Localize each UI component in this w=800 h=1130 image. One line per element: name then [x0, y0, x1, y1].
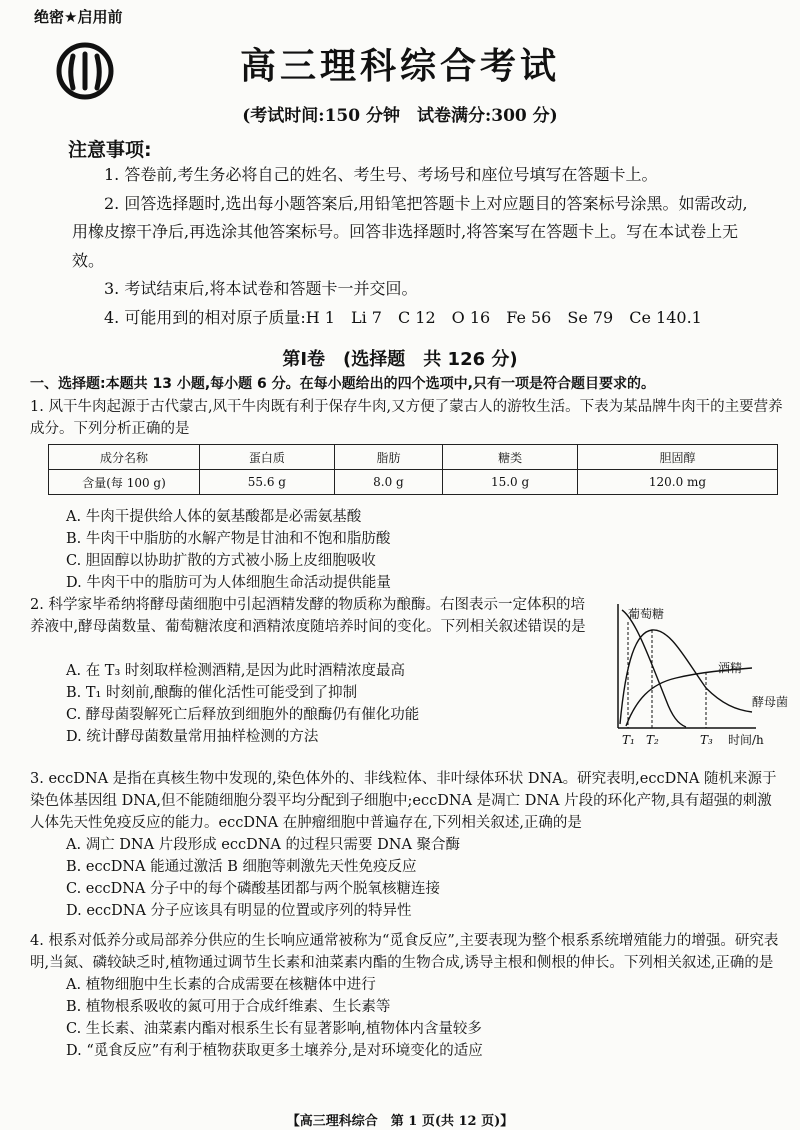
- table-header-row: [49, 445, 778, 470]
- yeast-curve: [620, 630, 752, 724]
- ethanol-label: 酒精: [718, 661, 743, 675]
- table-header-cell: 胆固醇: [577, 445, 777, 470]
- option-c: C. 胆固醇以协助扩散的方式被小肠上皮细胞吸收: [66, 553, 376, 569]
- option-c: C. 生长素、油菜素内酯对根系生长有显著影响,植物体内含量较多: [66, 1021, 482, 1037]
- table-cell: 含量(每 100 g): [49, 470, 200, 495]
- table-cell: 8.0 g: [334, 470, 443, 495]
- option-c: C. eccDNA 分子中的每个磷酸基团都与两个脱氧核糖连接: [66, 881, 441, 897]
- nutrition-table: [48, 444, 778, 495]
- option-a: A. 凋亡 DNA 片段形成 eccDNA 的过程只需要 DNA 聚合酶: [66, 837, 461, 853]
- glucose-curve: [622, 610, 686, 727]
- question-stem: 4. 根系对低养分或局部养分供应的生长响应通常被称为“觅食反应”,主要表现为整个根系系统增殖能力的增强。研究表明,当氮、磷较缺乏时,植物通过调节生长素和油菜素内酯的生物合成,诱导主根和侧根的伸长。下列相关叙述,正确的是: [30, 933, 779, 971]
- glucose-label: 葡萄糖: [628, 607, 665, 621]
- option-a: A. 在 T₃ 时刻取样检测酒精,是因为此时酒精浓度最高: [66, 663, 405, 679]
- t3-label: T₃: [700, 733, 713, 747]
- option-d: D. 牛肉干中的脂肪可为人体细胞生命活动提供能量: [66, 575, 391, 591]
- yeast-label: 酵母菌: [752, 695, 789, 709]
- option-b: B. eccDNA 能通过激活 B 细胞等刺激先天性免疫反应: [66, 859, 417, 875]
- ethanol-curve: [626, 668, 752, 726]
- table-row: [49, 470, 778, 495]
- table-cell: 15.0 g: [443, 470, 578, 495]
- question-stem: 1. 风干牛肉起源于古代蒙古,风干牛肉既有利于保存牛肉,又方便了蒙古人的游牧生活。下表为某品牌牛肉干的主要营养成分。下列分析正确的是: [30, 399, 783, 437]
- t1-label: T₁: [622, 733, 635, 747]
- option-a: A. 牛肉干提供给人体的氨基酸都是必需氨基酸: [66, 509, 362, 525]
- question-1: [30, 396, 785, 440]
- question-2: [30, 594, 590, 638]
- question-1-options: [30, 506, 785, 594]
- confidential-label: 绝密★启用前: [34, 8, 123, 26]
- section-title: 第Ⅰ卷 (选择题 共 126 分): [282, 349, 518, 370]
- question-stem: 3. eccDNA 是指在真核生物中发现的,染色体外的、非线粒体、非叶绿体环状 DNA。研究表明,eccDNA 随机来源于染色体基因组 DNA,但不能随细胞分裂平均分配到子细胞中;eccDNA 是凋亡 DNA 片段的环化产物,具有超强的刺激人体先天性免疫反应的能力。eccDNA 在肿瘤细胞中普遍存在,下列相关叙述,正确的是: [30, 771, 777, 831]
- option-b: B. T₁ 时刻前,酿酶的催化活性可能受到了抑制: [66, 685, 358, 701]
- table-cell: 120.0 mg: [577, 470, 777, 495]
- option-b: B. 牛肉干中脂肪的水解产物是甘油和不饱和脂肪酸: [66, 531, 391, 547]
- exam-title: 高三理科综合考试: [239, 46, 560, 87]
- notice-item: 3. 考试结束后,将本试卷和答题卡一并交回。: [104, 279, 418, 298]
- option-d: D. 统计酵母菌数量常用抽样检测的方法: [66, 729, 319, 745]
- exam-subtitle: (考试时间:150 分钟 试卷满分:300 分): [242, 106, 558, 126]
- question-stem: 2. 科学家毕希纳将酵母菌细胞中引起酒精发酵的物质称为酿酶。右图表示一定体积的培养液中,酵母菌数量、葡萄糖浓度和酒精浓度随培养时间的变化。下列相关叙述错误的是: [30, 597, 586, 635]
- table-header-cell: 蛋白质: [200, 445, 335, 470]
- x-axis-label: 时间/h: [728, 733, 764, 747]
- table-cell: 55.6 g: [200, 470, 335, 495]
- option-c: C. 酵母菌裂解死亡后释放到细胞外的酿酶仍有催化功能: [66, 707, 420, 723]
- option-a: A. 植物细胞中生长素的合成需要在核糖体中进行: [66, 977, 376, 993]
- t2-label: T₂: [646, 733, 659, 747]
- section-instruction: 一、选择题:本题共 13 小题,每小题 6 分。在每小题给出的四个选项中,只有一项是符合题目要求的。: [30, 376, 655, 392]
- option-d: D. “觅食反应”有利于植物获取更多土壤养分,是对环境变化的适应: [66, 1043, 483, 1059]
- notice-list: [72, 161, 762, 332]
- option-d: D. eccDNA 分子应该具有明显的位置或序列的特异性: [66, 903, 412, 919]
- table-header-cell: 成分名称: [49, 445, 200, 470]
- page-footer: 【高三理科综合 第 1 页(共 12 页)】: [286, 1114, 514, 1129]
- table-header-cell: 脂肪: [334, 445, 443, 470]
- fermentation-graph: [606, 600, 796, 760]
- notice-item: 2. 回答选择题时,选出每小题答案后,用铅笔把答题卡上对应题目的答案标号涂黑。如需改动,用橡皮擦干净后,再选涂其他答案标号。回答非选择题时,将答案写在答题卡上。写在本试卷上无效。: [72, 193, 748, 270]
- table-header-cell: 糖类: [443, 445, 578, 470]
- question-3: [30, 768, 785, 922]
- notice-heading: 注意事项:: [68, 139, 152, 161]
- notice-item: 4. 可能用到的相对原子质量:H 1 Li 7 C 12 O 16 Fe 56 Se 79 Ce 140.1: [104, 307, 702, 327]
- option-b: B. 植物根系吸收的氮可用于合成纤维素、生长素等: [66, 999, 391, 1015]
- notice-item: 1. 答卷前,考生务必将自己的姓名、考生号、考场号和座位号填写在答题卡上。: [104, 165, 658, 184]
- question-4: [30, 930, 785, 1062]
